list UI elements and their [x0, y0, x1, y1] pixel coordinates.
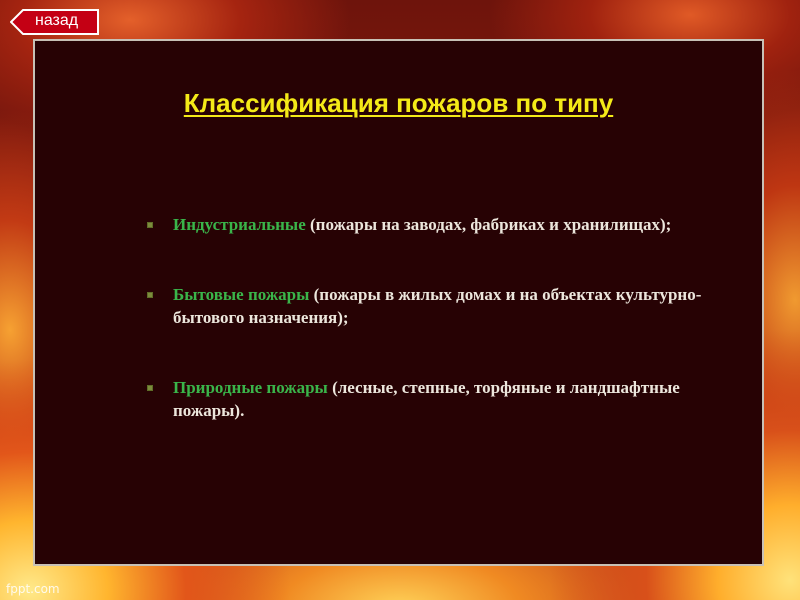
slide-title: Классификация пожаров по типу — [183, 88, 614, 118]
list-item-term: Бытовые пожары — [173, 285, 310, 304]
list-item-term: Индустриальные — [173, 215, 306, 234]
list-item-text: (пожары в жилых домах и на объектах культурно-бытового назначения); — [173, 285, 702, 327]
square-bullet-icon — [147, 385, 153, 391]
list-item-natural — [145, 376, 705, 422]
list-item-industrial — [145, 213, 705, 236]
fire-type-list — [145, 213, 705, 469]
list-item-term: Природные пожары — [173, 378, 328, 397]
back-button[interactable] — [10, 8, 100, 36]
list-item-text: (лесные, степные, торфяные и ландшафтные пожары). — [173, 378, 680, 420]
list-item-domestic — [145, 283, 705, 329]
square-bullet-icon — [147, 222, 153, 228]
fppt-watermark: fppt.com — [6, 582, 60, 596]
list-item-text: (пожары на заводах, фабриках и хранилищах); — [305, 215, 672, 234]
content-panel — [33, 39, 764, 566]
back-button-label: назад — [35, 12, 79, 29]
square-bullet-icon — [147, 292, 153, 298]
